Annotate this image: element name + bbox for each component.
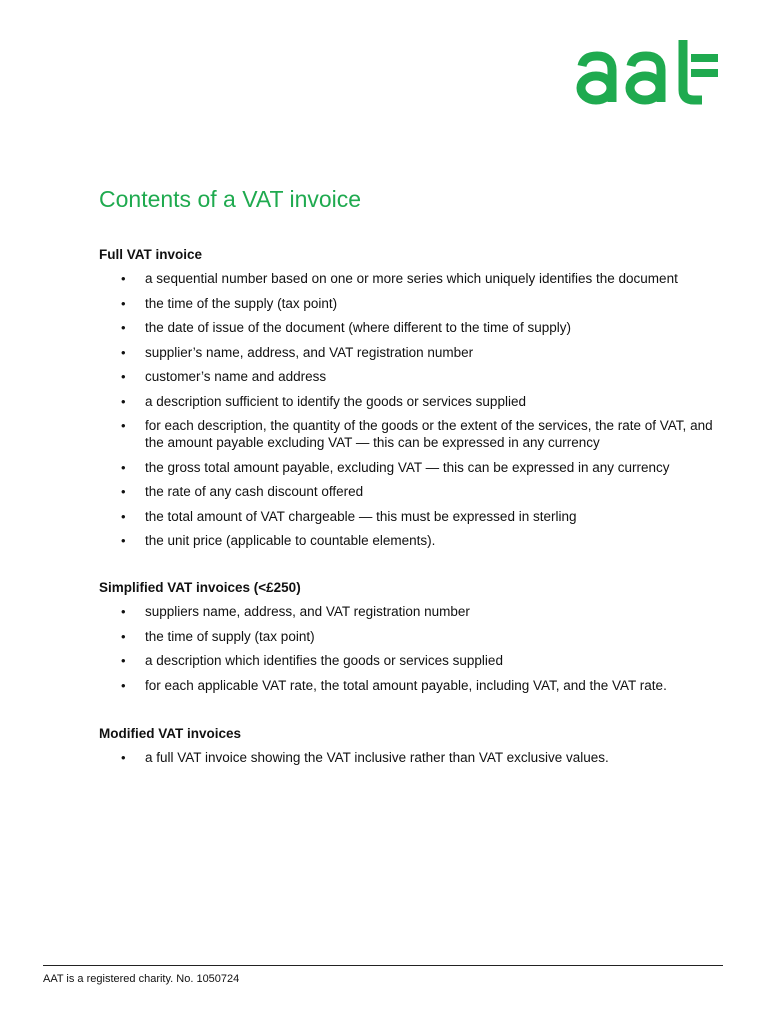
bullet-list-simplified	[99, 603, 729, 701]
list-item: • the date of issue of the document (where different to the time of supply)	[121, 320, 571, 335]
bullet-icon: •	[121, 295, 126, 311]
list-item: • supplier’s name, address, and VAT registration number	[121, 344, 474, 360]
bullet-icon: •	[121, 628, 126, 644]
bullet-icon: •	[121, 604, 126, 619]
list-item: • a full VAT invoice showing the VAT inclusive rather than VAT exclusive values.	[121, 750, 609, 765]
list-item: • the total amount of VAT chargeable — this must be expressed in sterling	[121, 508, 577, 524]
list-item: • the gross total amount payable, excluding VAT — this can be expressed in any currency	[121, 459, 670, 475]
bullet-icon: •	[121, 677, 126, 693]
bullet-icon: •	[121, 459, 126, 475]
bullet-icon: •	[121, 320, 126, 335]
section-heading-full: Full VAT invoice	[99, 247, 203, 262]
bullet-list-full	[99, 270, 729, 557]
list-item: • a sequential number based on one or more series which uniquely identifies the document	[121, 271, 678, 286]
bullet-icon: •	[121, 508, 126, 524]
page-title: Contents of a VAT invoice	[99, 186, 362, 212]
list-item: • the time of supply (tax point)	[121, 628, 315, 644]
list-item: • a description sufficient to identify the goods or services supplied	[121, 393, 526, 409]
bullet-icon: •	[121, 533, 126, 548]
list-item: • suppliers name, address, and VAT registration number	[121, 604, 470, 619]
bullet-icon: •	[121, 653, 126, 668]
section-heading-simplified: Simplified VAT invoices (<£250)	[99, 580, 301, 595]
section-heading-modified: Modified VAT invoices	[99, 726, 242, 741]
bullet-list-modified	[99, 749, 729, 774]
bullet-icon: •	[121, 418, 126, 433]
list-item: • the unit price (applicable to countable elements).	[121, 533, 436, 548]
list-item: • a description which identifies the goods or services supplied	[121, 653, 503, 668]
list-item: • customer’s name and address	[121, 369, 327, 384]
bullet-icon: •	[121, 344, 126, 360]
bullet-icon: •	[121, 369, 126, 384]
bullet-icon: •	[121, 271, 126, 286]
list-item: • for each applicable VAT rate, the total amount payable, including VAT, and the VAT rate.	[121, 677, 667, 693]
bullet-icon: •	[121, 750, 126, 765]
list-item: • the rate of any cash discount offered	[121, 484, 364, 499]
list-item: • the time of the supply (tax point)	[121, 295, 338, 311]
list-item: • for each description, the quantity of the goods or the extent of the services, the rate of VAT, and the amount payable excluding VAT — this can be expressed in any currency	[121, 418, 713, 450]
footer-divider	[43, 965, 723, 966]
bullet-icon: •	[121, 484, 126, 499]
bullet-icon: •	[121, 393, 126, 409]
footer-text: AAT is a registered charity. No. 1050724	[43, 973, 240, 985]
aat-logo	[574, 40, 722, 106]
